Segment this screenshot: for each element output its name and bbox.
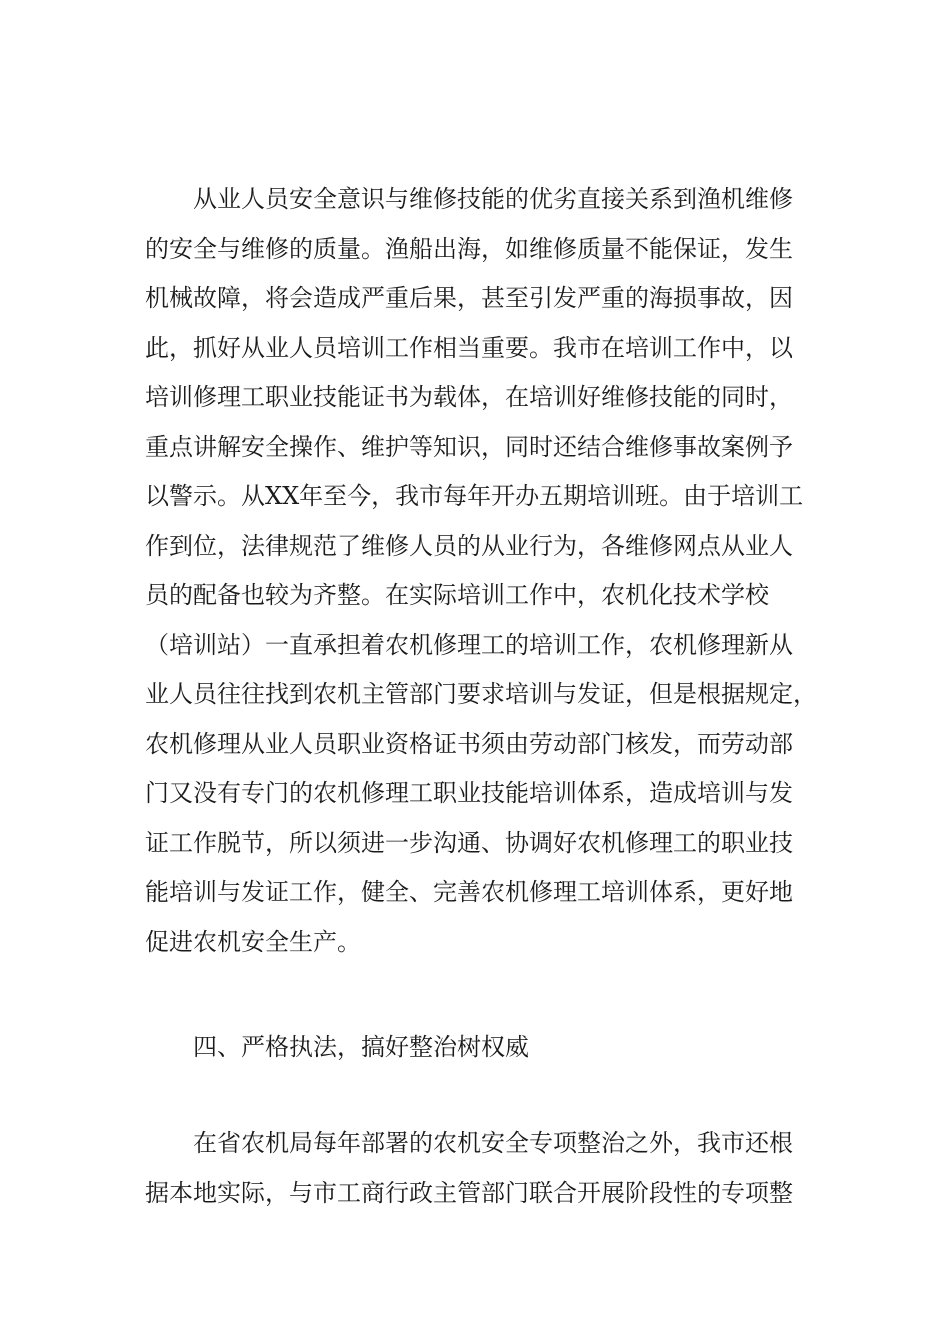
- paragraph-line: 能培训与发证工作，健全、完善农机修理工培训体系，更好地: [145, 878, 793, 906]
- paragraph-line: 促进农机安全生产。: [145, 927, 361, 956]
- paragraph-line: 证工作脱节，所以须进一步沟通、协调好农机修理工的职业技: [145, 828, 793, 857]
- paragraph-line: 此，抓好从业人员培训工作相当重要。我市在培训工作中，以: [145, 333, 793, 362]
- paragraph-line: 据本地实际，与市工商行政主管部门联合开展阶段性的专项整: [145, 1178, 793, 1207]
- paragraph-line: 以警示。从XX年至今，我市每年开办五期培训班。由于培训工: [145, 482, 804, 510]
- paragraph-line: 机械故障，将会造成严重后果，甚至引发严重的海损事故，因: [145, 284, 793, 312]
- paragraph-line: 在省农机局每年部署的农机安全专项整治之外，我市还根: [193, 1129, 793, 1157]
- paragraph-line: 培训修理工职业技能证书为载体，在培训好维修技能的同时，: [145, 383, 793, 411]
- section-heading-text: 四、严格执法，搞好整治树权威: [193, 1033, 529, 1061]
- paragraph-line: 业人员往往找到农机主管部门要求培训与发证，但是根据规定，: [145, 680, 817, 708]
- paragraph-line: 农机修理从业人员职业资格证书须由劳动部门核发，而劳动部: [145, 729, 793, 758]
- paragraph-line: 的安全与维修的质量。渔船出海，如维修质量不能保证，发生: [145, 234, 793, 263]
- section-heading: [145, 1023, 825, 1073]
- paragraph-line: 员的配备也较为齐整。在实际培训工作中，农机化技术学校: [145, 581, 769, 609]
- paragraph-line: 门又没有专门的农机修理工职业技能培训体系，造成培训与发: [145, 779, 793, 807]
- paragraph-line: 重点讲解安全操作、维护等知识，同时还结合维修事故案例予: [145, 432, 793, 461]
- paragraph-enforcement: [145, 1119, 825, 1218]
- paragraph-line: 作到位，法律规范了维修人员的从业行为，各维修网点从业人: [145, 531, 793, 560]
- paragraph-training: [145, 175, 825, 967]
- paragraph-line: （培训站）一直承担着农机修理工的培训工作，农机修理新从: [145, 630, 793, 659]
- paragraph-line: 从业人员安全意识与维修技能的优劣直接关系到渔机维修: [193, 185, 793, 213]
